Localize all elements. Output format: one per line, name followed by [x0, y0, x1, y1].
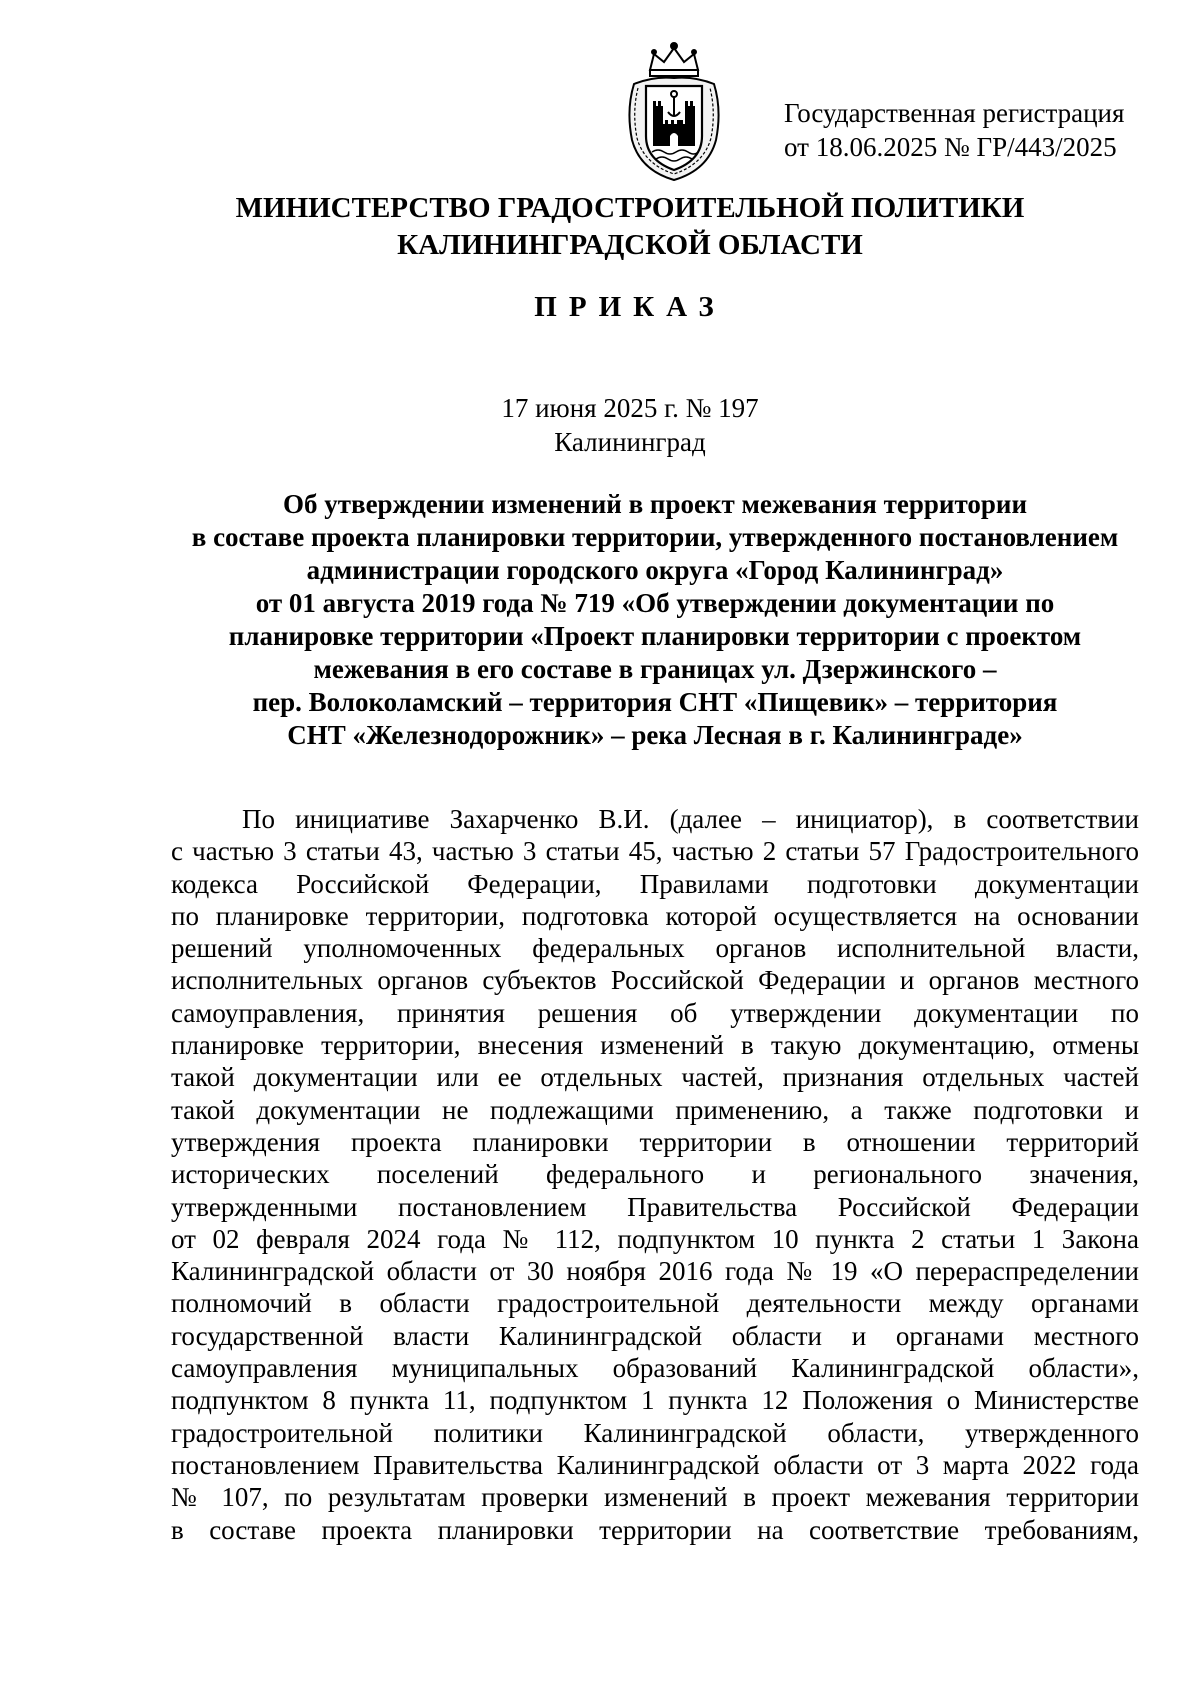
body-line: исполнительных органов субъектов Российской Федерации и органов местного [171, 965, 1139, 996]
order-city: Калининград [554, 427, 706, 457]
body-line: По инициативе Захарченко В.И. (далее – инициатор), в соответствии [242, 804, 1139, 834]
title-line: пер. Волоколамский – территория СНТ «Пищевик» – территория [252, 687, 1058, 717]
body-line: по планировке территории, подготовка которой осуществляется на основании [171, 900, 1139, 931]
title-line: СНТ «Железнодорожник» – река Лесная в г. Калининграде» [287, 720, 1023, 750]
state-registration-stamp [784, 96, 1164, 164]
body-line: № 107, по результатам проверки изменений в проект межевания территории [171, 1482, 1139, 1513]
body-line: градостроительной политики Калининградской области, утвержденного [171, 1417, 1139, 1448]
body-line: государственной власти Калининградской области и органами местного [171, 1320, 1139, 1351]
body-line: кодекса Российской Федерации, Правилами подготовки документации [171, 868, 1139, 899]
order-title [170, 488, 1140, 752]
order-date-number: 17 июня 2025 г. № 197 [501, 393, 759, 423]
body-line: в составе проекта планировки территории на соответствие требованиям, [171, 1514, 1139, 1545]
body-line: от 02 февраля 2024 года № 112, подпунктом 10 пункта 2 статьи 1 Закона [171, 1223, 1139, 1254]
order-body-paragraph [171, 803, 1139, 1546]
body-line: планировке территории, внесения изменений в такую документацию, отмены [171, 1030, 1139, 1061]
body-line: такой документации или ее отдельных частей, признания отдельных частей [171, 1062, 1139, 1093]
registration-label: Государственная регистрация [784, 98, 1125, 128]
title-line: планировке территории «Проект планировки территории с проектом [228, 621, 1082, 651]
body-line: решений уполномоченных федеральных органов исполнительной власти, [171, 933, 1139, 964]
title-line: в составе проекта планировки территории, утвержденного постановлением [191, 522, 1119, 552]
title-line: Об утверждении изменений в проект межевания территории [282, 489, 1028, 519]
title-line: администрации городского округа «Город Калининград» [306, 555, 1004, 585]
body-line: постановлением Правительства Калининградской области от 3 марта 2022 года [171, 1449, 1139, 1480]
body-line: самоуправления муниципальных образований Калининградской области», [171, 1353, 1139, 1384]
body-line: такой документации не подлежащими применению, а также подготовки и [171, 1094, 1139, 1125]
ministry-heading [0, 190, 1200, 264]
body-line: самоуправления, принятия решения об утверждении документации по [171, 997, 1139, 1028]
body-line: полномочий в области градостроительной деятельности между органами [171, 1288, 1139, 1319]
title-line: от 01 августа 2019 года № 719 «Об утверждении документации по [255, 588, 1055, 618]
body-line: Калининградской области от 30 ноября 2016 года № 19 «О перераспределении [171, 1256, 1139, 1287]
ministry-line-2: КАЛИНИНГРАДСКОЙ ОБЛАСТИ [397, 229, 863, 261]
date-and-place [0, 391, 1200, 459]
registration-number: от 18.06.2025 № ГР/443/2025 [784, 132, 1117, 162]
ministry-line-1: МИНИСТЕРСТВО ГРАДОСТРОИТЕЛЬНОЙ ПОЛИТИКИ [235, 192, 1025, 224]
body-line: утверждения проекта планировки территории в отношении территорий [171, 1126, 1139, 1157]
body-line: исторических поселений федерального и регионального значения, [171, 1159, 1139, 1190]
body-line: подпунктом 8 пункта 11, подпунктом 1 пункта 12 Положения о Министерстве [171, 1385, 1139, 1416]
document-type: ПРИКАЗ [534, 291, 726, 323]
body-line: утвержденными постановлением Правительства Российской Федерации [171, 1191, 1139, 1222]
kaliningrad-region-coat-of-arms-icon [620, 40, 728, 182]
title-line: межевания в его составе в границах ул. Дзержинского – [313, 654, 997, 684]
body-line: с частью 3 статьи 43, частью 3 статьи 45, частью 2 статьи 57 Градостроительного [171, 836, 1139, 867]
